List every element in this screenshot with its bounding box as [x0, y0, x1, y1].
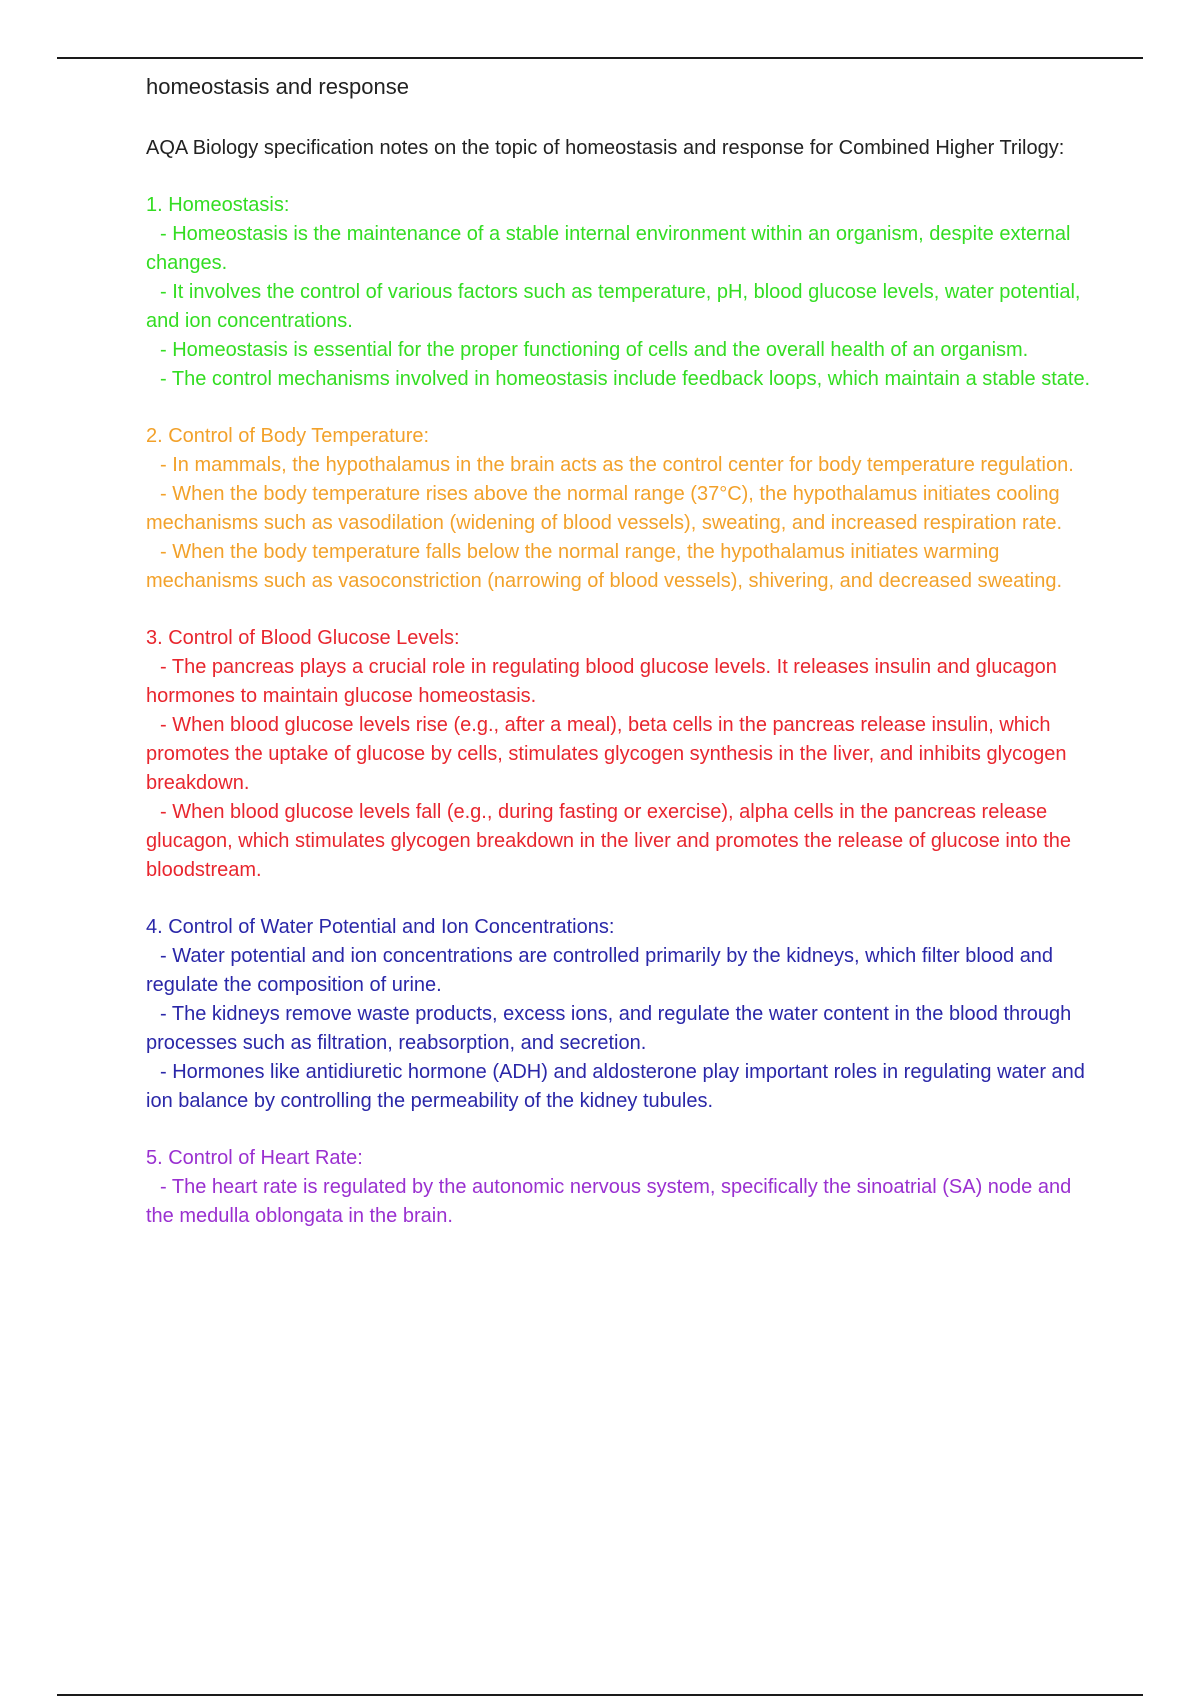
- bullet-point: - The control mechanisms involved in homeostasis include feedback loops, which maintain a stable state.: [160, 368, 1091, 390]
- bullet-point: - Water potential and ion concentrations are controlled primarily by the kidneys, which filter blood and regulate the composition of urine.: [146, 945, 1054, 996]
- bullet-point: - Homeostasis is essential for the proper functioning of cells and the overall health of an organism.: [160, 339, 1029, 361]
- bullet-point: - When blood glucose levels rise (e.g., after a meal), beta cells in the pancreas release insulin, which promotes the uptake of glucose by cells, stimulates glycogen synthesis in the liver, and inhibits glycogen breakdown.: [146, 714, 1067, 794]
- bullet-point: - The heart rate is regulated by the autonomic nervous system, specifically the sinoatrial (SA) node and the medulla oblongata in the brain.: [146, 1176, 1072, 1227]
- section-homeostasis: [146, 191, 1096, 394]
- document-title: homeostasis and response: [146, 74, 409, 99]
- bullet-point: - When blood glucose levels fall (e.g., during fasting or exercise), alpha cells in the pancreas release glucagon, which stimulates glycogen breakdown in the liver and promotes the release of glucose into the bloodstream.: [146, 801, 1071, 881]
- bullet-point: - It involves the control of various factors such as temperature, pH, blood glucose levels, water potential, and ion concentrations.: [146, 281, 1081, 332]
- section-heading: 4. Control of Water Potential and Ion Concentrations:: [146, 916, 615, 938]
- top-rule: [57, 57, 1143, 59]
- section-heading: 3. Control of Blood Glucose Levels:: [146, 627, 460, 649]
- document-body: [146, 70, 1096, 1231]
- bullet-point: - When the body temperature falls below the normal range, the hypothalamus initiates warming mechanisms such as vasoconstriction (narrowing of blood vessels), shivering, and decreased sweating.: [146, 541, 1063, 592]
- bullet-point: - When the body temperature rises above the normal range (37°C), the hypothalamus initiates cooling mechanisms such as vasodilation (widening of blood vessels), sweating, and increased respiration rate.: [146, 483, 1063, 534]
- section-blood-glucose: [146, 624, 1096, 885]
- section-heading: 2. Control of Body Temperature:: [146, 425, 430, 447]
- section-heading: 5. Control of Heart Rate:: [146, 1147, 363, 1169]
- section-heading: 1. Homeostasis:: [146, 194, 290, 216]
- bullet-point: - The pancreas plays a crucial role in regulating blood glucose levels. It releases insulin and glucagon hormones to maintain glucose homeostasis.: [146, 656, 1057, 707]
- intro-paragraph: AQA Biology specification notes on the topic of homeostasis and response for Combined Higher Trilogy:: [146, 137, 1065, 159]
- bullet-point: - Homeostasis is the maintenance of a stable internal environment within an organism, despite external changes.: [146, 223, 1071, 274]
- section-heart-rate: [146, 1144, 1096, 1231]
- section-water-ion: [146, 913, 1096, 1116]
- section-body-temperature: [146, 422, 1096, 596]
- bullet-point: - In mammals, the hypothalamus in the brain acts as the control center for body temperature regulation.: [160, 454, 1074, 476]
- bottom-rule: [57, 1694, 1143, 1696]
- bullet-point: - The kidneys remove waste products, excess ions, and regulate the water content in the blood through processes such as filtration, reabsorption, and secretion.: [146, 1003, 1072, 1054]
- bullet-point: - Hormones like antidiuretic hormone (ADH) and aldosterone play important roles in regulating water and ion balance by controlling the permeability of the kidney tubules.: [146, 1061, 1085, 1112]
